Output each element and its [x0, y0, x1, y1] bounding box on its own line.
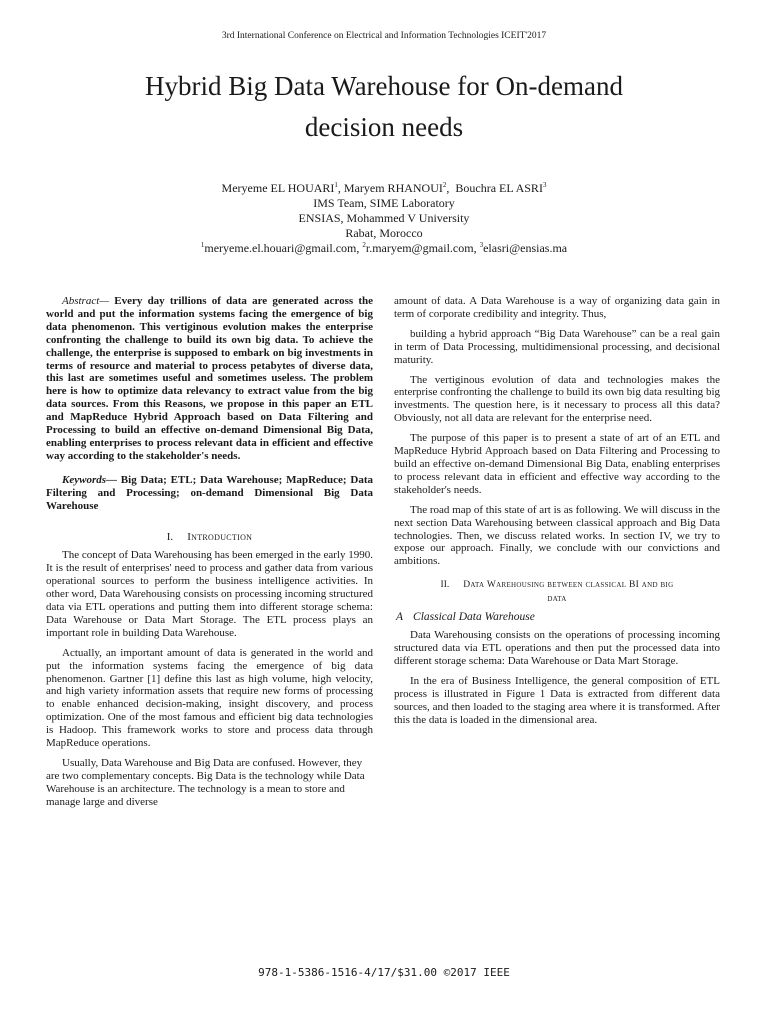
paragraph: Data Warehousing consists on the operations of processing incoming structured data via ETL operations and then put the processed data into different storage schema: Data Warehouse or Data Mart Storage. — [394, 629, 720, 667]
abstract-text: Every day trillions of data are generated across the world and put the information systems facing the emergence of big data phenomenon. This vertiginous evolution makes the enterprise confronting the challenge to build its own big data. To achieve the challenge, the enterprise is supposed to embark on big investments in terms of resource and material to process petabytes of diverse data, this last are sometimes useful and sometimes useless. The problem here is how to optimize data relevancy to extract value from the big data sources. From this Reasons, we propose in this paper an ETL and MapReduce Hybrid Approach based on Data Filtering and Processing to build an effective on-demand Dimensional Big Data, enabling enterprises to process relevant data in efficient and effective way according to the stakeholder's needs. — [46, 295, 373, 462]
email-2: r.maryem@gmail.com, — [365, 241, 480, 255]
keywords-text: Big Data; ETL; Data Warehouse; MapReduce; Data Filtering and Processing; on-demand Dimensional Big Data Warehouse — [46, 473, 373, 512]
author-2: Maryem RHANOUI — [343, 181, 443, 195]
author-3-affil: 3 — [542, 181, 547, 189]
abstract-label: Abstract— — [62, 295, 110, 307]
paragraph: In the era of Business Intelligence, the general composition of ETL process is illustrated in Figure 1 Data is extracted from different data sources, and then loaded to the staging area where it is transformed. After this the data is loaded in the dimensional area. — [394, 674, 720, 726]
author-emails: $^1$meryeme.el.houari@gmail.com, $^2$r.maryem@gmail.com, $^3$elasri@ensias.ma — [200, 241, 568, 255]
paragraph: The road map of this state of art is as following. We will discuss in the next section Data Warehousing between classical approach and Big Data technologies. Then, we discuss related works. In section IV, we try to expose our approach. Finally, we conclude with our convictions and ambitions. — [394, 503, 720, 568]
affiliation-lab: IMS Team, SIME Laboratory — [313, 196, 455, 210]
paragraph: building a hybrid approach “Big Data Warehouse” can be a real gain in term of Data Processing, multidimensional processing, and decisional maturity. — [394, 327, 720, 366]
paragraph: Actually, an important amount of data is generated in the world and put the information systems facing the emergence of big data phenomenon. Gartner [1] define this last as high volume, high velocity, and high variety information assets that require new forms of processing to enable enhanced decision-making, insight discovery, and process optimization. One of the most famous and efficient big data technologies is Hadoop. This framework works to store and process data through MapReduce operations. — [46, 646, 373, 750]
right-column — [394, 295, 720, 733]
author-3: Bouchra EL ASRI — [455, 181, 543, 195]
paragraph: The vertiginous evolution of data and technologies makes the enterprise confronting the challenge to build its own big data resulting big investments. The question here, is it necessary to process all this data? Obviously, not all data are relevant for the enterprise need. — [394, 373, 720, 425]
email-1: meryeme.el.houari@gmail.com, — [204, 241, 363, 255]
author-1: Meryeme EL HOUARI — [221, 181, 335, 195]
paragraph: amount of data. A Data Warehouse is a way of organizing data gain in term of corporate credibility and integrity. Thus, — [394, 295, 720, 320]
paper-title-line-1: Hybrid Big Data Warehouse for On-demand — [145, 71, 623, 101]
keywords-label: Keywords— — [62, 473, 117, 486]
author-2-affil: 2 — [442, 181, 447, 189]
author-names: Meryeme EL HOUARI$^1$, Maryem RHANOUI$^2$, Bouchra EL ASRI$^3$ — [221, 181, 547, 195]
copyright-footer: 978-1-5386-1516-4/17/$31.00 ©2017 IEEE — [258, 966, 510, 979]
section-2-heading: II. Data Warehousing between classical BI and big data — [440, 580, 674, 605]
abstract — [46, 295, 373, 463]
subsection-a-heading: A Classical Data Warehouse — [396, 611, 535, 624]
paper-title-line-2: decision needs — [304, 112, 464, 142]
author-block — [120, 181, 648, 256]
section-1-heading: I. Introduction — [166, 530, 253, 543]
paragraph: The concept of Data Warehousing has been emerged in the early 1990. It is the result of enterprises' need to process and gather data from various operational sources to perform the business intelligence activities. In other word, Data Warehousing consists on processing incoming structured data via ETL operations and putting them into different storage schema: Data Warehouse or Data Mart Storage. The ETL process plays an important role in building Data Warehouse. — [46, 549, 373, 639]
author-1-affil: 1 — [334, 181, 338, 189]
email-3: elasri@ensias.ma — [483, 241, 568, 255]
paragraph: The purpose of this paper is to present a state of art of an ETL and MapReduce Hybrid Approach based on Data Filtering and Processing to build an effective on-demand Dimensional Big Data, enabling enterprises to process relevant data in efficient and effective way according to the stakeholder's needs. — [394, 432, 720, 496]
keywords — [46, 474, 373, 513]
paragraph: Usually, Data Warehouse and Big Data are confused. However, they are two complementary concepts. Big Data is the technology while Data Warehouse is an architecture. The technology is a mean to store and manage large and diverse — [46, 757, 365, 808]
affiliation-school: ENSIAS, Mohammed V University — [298, 211, 470, 225]
left-column — [46, 295, 373, 816]
paper-title — [80, 66, 688, 148]
affiliation-city: Rabat, Morocco — [345, 226, 423, 240]
conference-header: 3rd International Conference on Electrical and Information Technologies ICEIT'2017 — [221, 31, 547, 41]
